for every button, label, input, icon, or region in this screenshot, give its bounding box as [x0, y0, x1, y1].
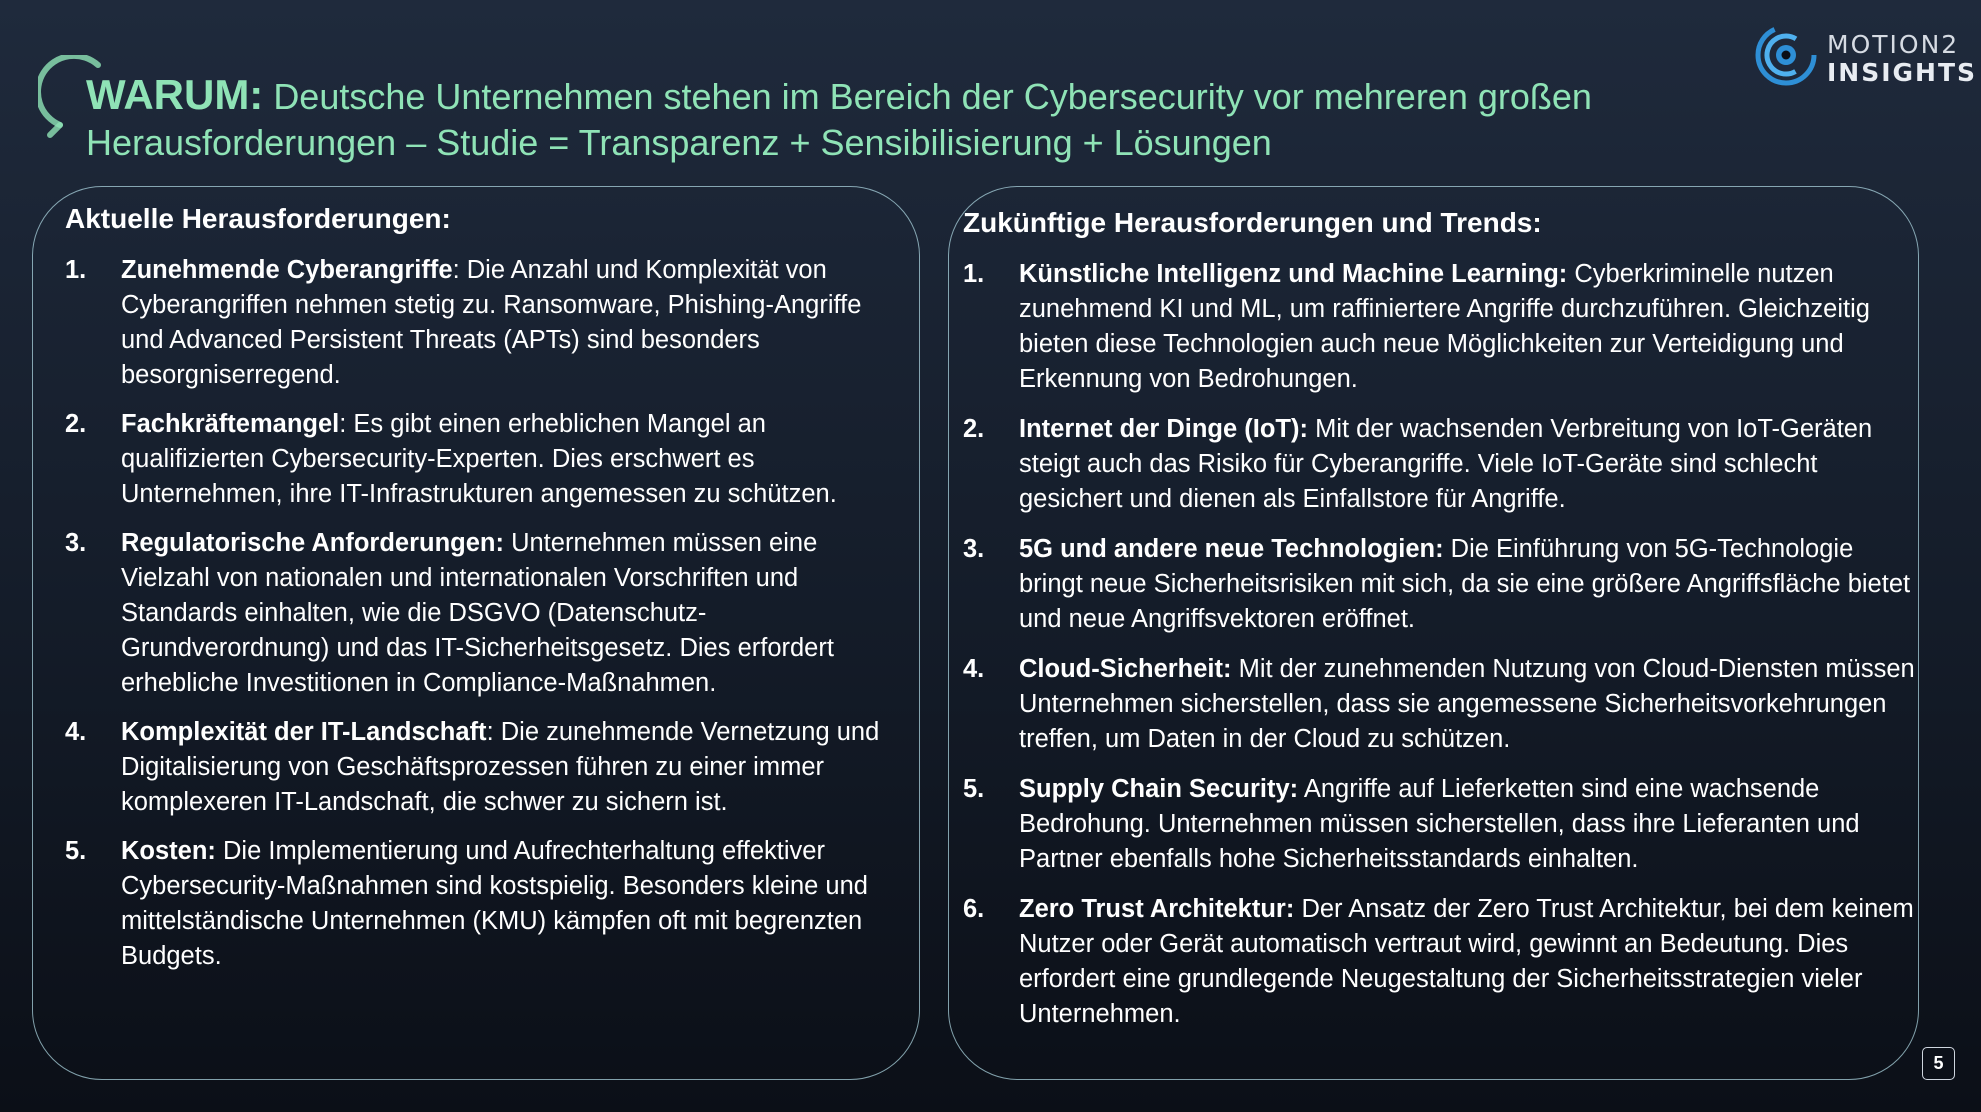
- brand-logo: [1753, 22, 1978, 92]
- current-challenges-panel: [32, 186, 920, 1080]
- item-label: Künstliche Intelligenz und Machine Learning:: [1019, 260, 1568, 288]
- future-challenges-list: [963, 257, 1915, 1047]
- item-number: 3.: [963, 535, 985, 563]
- item-text: : Es gibt einen erheblichen Mangel an qualifizierten Cybersecurity-Experten. Dies erschwert es Unternehmen, ihre IT-Infrastrukturen angemessen zu schützen.: [121, 410, 837, 508]
- item-number: 3.: [65, 529, 87, 557]
- list-item: [963, 772, 1915, 877]
- item-label: Kosten:: [121, 837, 216, 865]
- current-challenges-list: [65, 253, 905, 988]
- item-number: 2.: [963, 415, 985, 443]
- future-challenges-panel: [948, 186, 1919, 1080]
- motion2-insights-logo-icon: [1753, 22, 1819, 88]
- item-text: Unternehmen müssen eine Vielzahl von nationalen und internationalen Vorschriften und Standards einhalten, wie die DSGVO (Datenschutz-Grundverordnung) und das IT-Sicherheitsgesetz. Dies erfordert erhebliche Investitionen in Compliance-Maßnahmen.: [121, 529, 834, 697]
- title-keyword: WARUM:: [86, 71, 264, 118]
- item-number: 1.: [963, 260, 985, 288]
- item-label: Internet der Dinge (IoT):: [1019, 415, 1308, 443]
- item-label: Zunehmende Cyberangriffe: [121, 256, 453, 284]
- item-number: 4.: [963, 655, 985, 683]
- list-item: [65, 526, 905, 701]
- item-text: Die Einführung von 5G-Technologie bringt neue Sicherheitsrisiken mit sich, da sie eine größere Angriffsfläche bietet und neue Angriffsvektoren eröffnet.: [1019, 535, 1911, 633]
- item-text: Die Implementierung und Aufrechterhaltung effektiver Cybersecurity-Maßnahmen sind kostspielig. Besonders kleine und mittelständische Unternehmen (KMU) kämpfen oft mit begrenzten Budgets.: [121, 837, 868, 970]
- item-text: Mit der zunehmenden Nutzung von Cloud-Diensten müssen Unternehmen sicherstellen, dass sie angemessene Sicherheitsvorkehrungen treffen, um Daten in der Cloud zu schützen.: [1019, 655, 1915, 753]
- item-text: Cyberkriminelle nutzen zunehmend KI und ML, um raffiniertere Angriffe durchzuführen. Gleichzeitig bieten diese Technologien auch neue Möglichkeiten zur Verteidigung und Erkennung von Bedrohungen.: [1019, 260, 1870, 393]
- item-label: Cloud-Sicherheit:: [1019, 655, 1232, 683]
- item-number: 4.: [65, 718, 87, 746]
- list-item: [65, 715, 905, 820]
- list-item: [963, 257, 1915, 397]
- list-item: [65, 407, 905, 512]
- item-number: 5.: [65, 837, 87, 865]
- item-label: Zero Trust Architektur:: [1019, 895, 1295, 923]
- future-challenges-heading: Zukünftige Herausforderungen und Trends:: [963, 207, 1542, 238]
- slide-title: [86, 72, 1726, 166]
- list-item: [963, 532, 1915, 637]
- logo-line-2: INSIGHTS: [1827, 58, 1978, 87]
- item-label: Fachkräftemangel: [121, 410, 340, 438]
- list-item: [65, 253, 905, 393]
- title-text: Deutsche Unternehmen stehen im Bereich der Cybersecurity vor mehreren großen Herausforderungen – Studie = Transparenz + Sensibilisierung + Lösungen: [86, 76, 1592, 163]
- page-number: 5: [1922, 1047, 1955, 1080]
- item-text: : Die zunehmende Vernetzung und Digitalisierung von Geschäftsprozessen führen zu einer immer komplexeren IT-Landschaft, die schwer zu sichern ist.: [121, 718, 880, 816]
- item-text: : Die Anzahl und Komplexität von Cyberangriffen nehmen stetig zu. Ransomware, Phishing-Angriffe und Advanced Persistent Threats (APTs) sind besonders besorgniserregend.: [121, 256, 862, 389]
- item-label: 5G und andere neue Technologien:: [1019, 535, 1444, 563]
- current-challenges-heading: Aktuelle Herausforderungen:: [65, 203, 451, 234]
- item-label: Komplexität der IT-Landschaft: [121, 718, 487, 746]
- item-number: 6.: [963, 895, 985, 923]
- item-label: Supply Chain Security:: [1019, 775, 1299, 803]
- item-number: 5.: [963, 775, 985, 803]
- item-text: Mit der wachsenden Verbreitung von IoT-Geräten steigt auch das Risiko für Cyberangriffe. Viele IoT-Geräte sind schlecht gesichert und dienen als Einfallstore für Angriffe.: [1019, 415, 1873, 513]
- list-item: [963, 412, 1915, 517]
- item-text: Angriffe auf Lieferketten sind eine wachsende Bedrohung. Unternehmen müssen sicherstellen, dass ihre Lieferanten und Partner ebenfalls hohe Sicherheitsstandards einhalten.: [1019, 775, 1860, 873]
- list-item: [963, 652, 1915, 757]
- item-text: Der Ansatz der Zero Trust Architektur, bei dem keinem Nutzer oder Gerät automatisch vertraut wird, gewinnt an Bedeutung. Dies erfordert eine grundlegende Neugestaltung der Sicherheitsstrategien vieler Unternehmen.: [1019, 895, 1914, 1028]
- item-number: 2.: [65, 410, 87, 438]
- item-label: Regulatorische Anforderungen:: [121, 529, 504, 557]
- list-item: [65, 834, 905, 974]
- list-item: [963, 892, 1915, 1032]
- logo-line-1: MOTION2: [1827, 30, 1960, 59]
- item-number: 1.: [65, 256, 87, 284]
